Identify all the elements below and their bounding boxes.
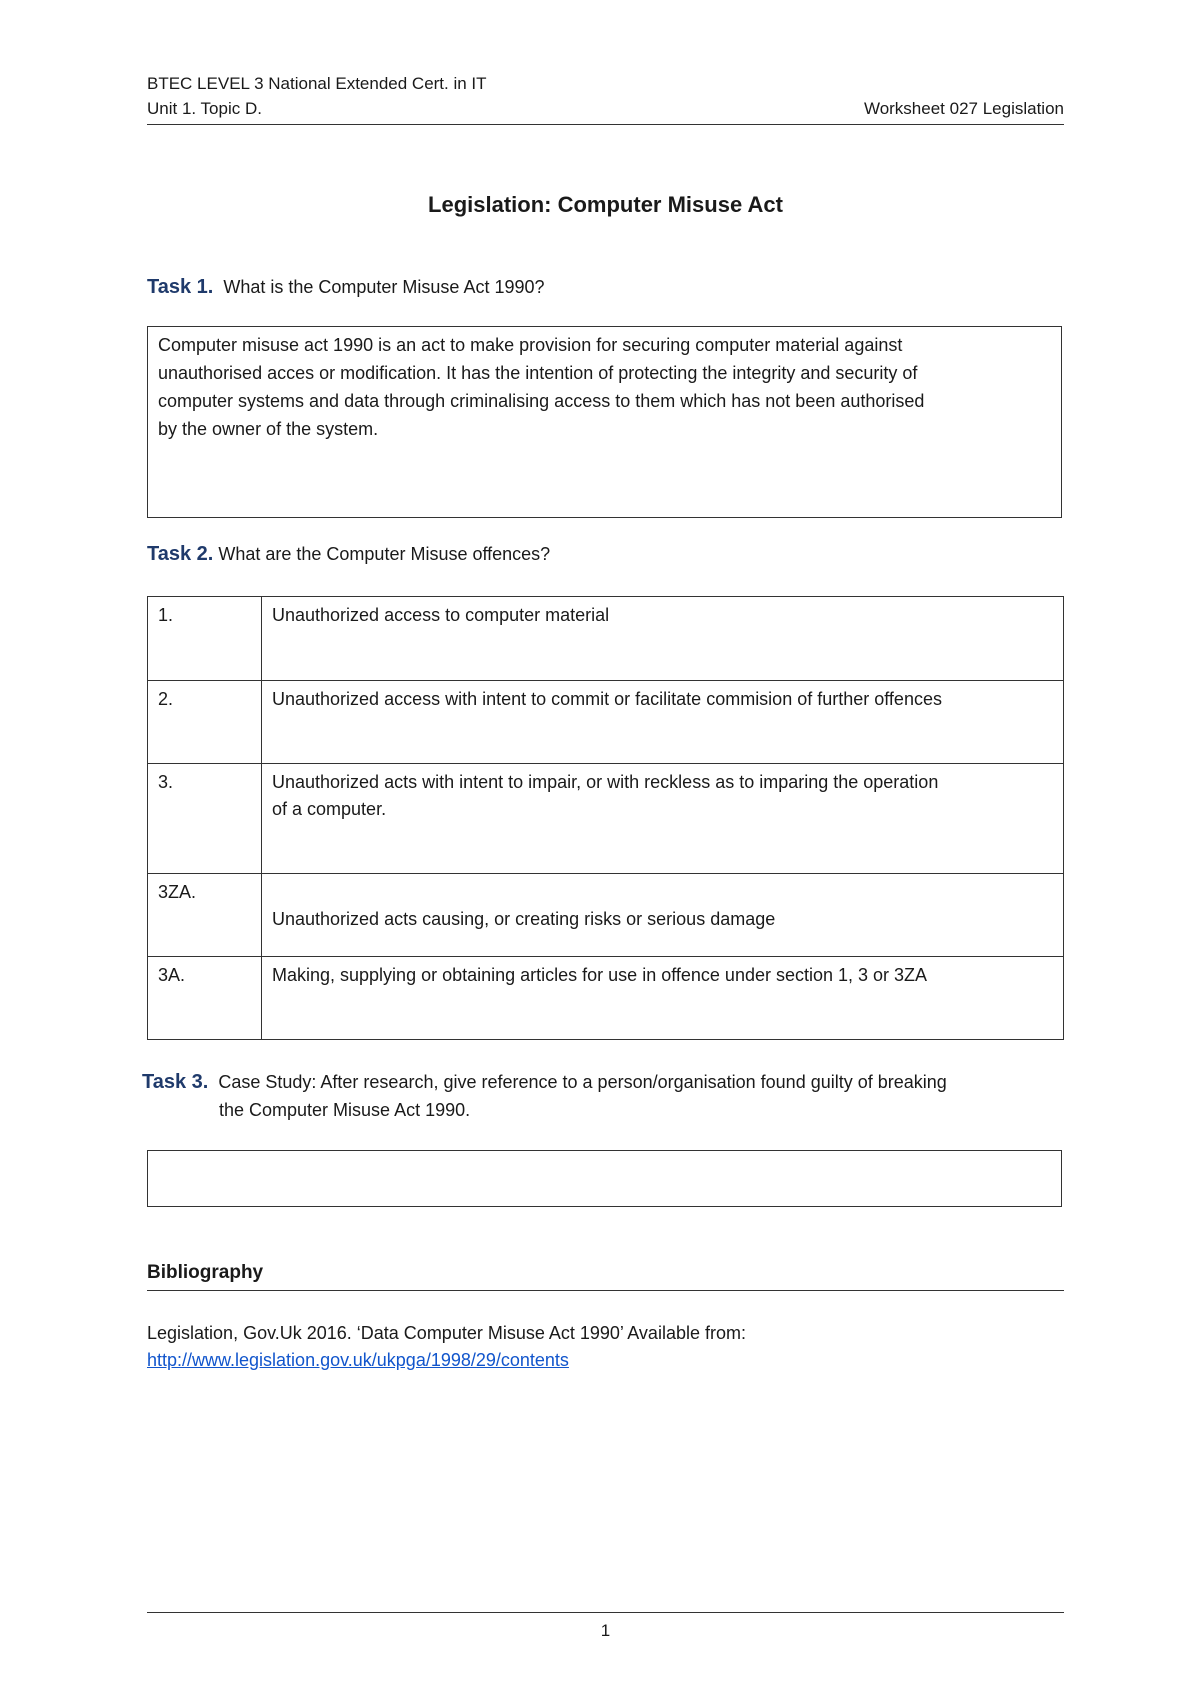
bibliography-link[interactable]: http://www.legislation.gov.uk/ukpga/1998/29/contents	[147, 1350, 569, 1370]
task2-prompt	[147, 543, 550, 566]
task3-prompt	[142, 1068, 947, 1124]
task1-prompt	[147, 276, 545, 299]
task3-question-line1: Case Study: After research, give reference to a person/organisation found guilty of breaking	[218, 1072, 947, 1092]
bibliography-entry	[147, 1320, 746, 1374]
offence-text: Unauthorized acts causing, or creating risks or serious damage	[272, 909, 776, 929]
bibliography-citation: Legislation, Gov.Uk 2016. ‘Data Computer Misuse Act 1990’ Available from:	[147, 1323, 746, 1343]
offence-number: 3.	[148, 764, 262, 874]
offence-text: Unauthorized access to computer material	[272, 605, 610, 625]
offence-number: 3A.	[148, 957, 262, 1040]
offence-text: Making, supplying or obtaining articles for use in offence under section 1, 3 or 3ZA	[272, 965, 928, 985]
task1-answer-line: unauthorised acces or modification. It has the intention of protecting the integrity and security of	[158, 363, 918, 383]
course-title: BTEC LEVEL 3 National Extended Cert. in IT	[147, 74, 487, 93]
task2-question: What are the Computer Misuse offences?	[218, 544, 551, 564]
task1-answer-line: by the owner of the system.	[158, 419, 379, 439]
worksheet-label: Worksheet 027 Legislation	[863, 99, 1064, 118]
task3-question-line2: the Computer Misuse Act 1990.	[219, 1100, 471, 1120]
task3-answer-box[interactable]	[147, 1150, 1062, 1207]
page-title: Legislation: Computer Misuse Act	[428, 192, 783, 217]
offence-description[interactable]	[262, 957, 1064, 1040]
page-header	[147, 72, 1064, 125]
task2-label: Task 2.	[147, 543, 214, 565]
table-row	[148, 681, 1064, 764]
unit-topic: Unit 1. Topic D.	[147, 99, 262, 118]
table-row	[148, 597, 1064, 681]
offence-text: Unauthorized acts with intent to impair, or with reckless as to imparing the operation	[272, 772, 939, 792]
offence-description[interactable]	[262, 681, 1064, 764]
offences-table	[147, 596, 1064, 1040]
table-row	[148, 874, 1064, 957]
offence-description[interactable]	[262, 597, 1064, 681]
page-number: 1	[600, 1621, 611, 1640]
offence-description[interactable]	[262, 764, 1064, 874]
offence-number: 3ZA.	[148, 874, 262, 957]
bibliography-heading: Bibliography	[147, 1262, 1064, 1291]
offence-description[interactable]	[262, 874, 1064, 957]
offence-text: Unauthorized access with intent to commit or facilitate commision of further offences	[272, 689, 942, 709]
task1-question: What is the Computer Misuse Act 1990?	[223, 277, 545, 297]
table-row	[148, 957, 1064, 1040]
offence-number: 1.	[148, 597, 262, 681]
task1-answer-line: computer systems and data through criminalising access to them which has not been authorised	[158, 391, 925, 411]
offence-number: 2.	[148, 681, 262, 764]
table-row	[148, 764, 1064, 874]
task1-label: Task 1.	[147, 276, 214, 298]
task1-answer-box[interactable]	[147, 326, 1062, 518]
task3-label: Task 3.	[142, 1071, 209, 1093]
offence-text: of a computer.	[272, 799, 387, 819]
page-footer	[147, 1612, 1064, 1641]
task1-answer-line: Computer misuse act 1990 is an act to make provision for securing computer material against	[158, 335, 903, 355]
